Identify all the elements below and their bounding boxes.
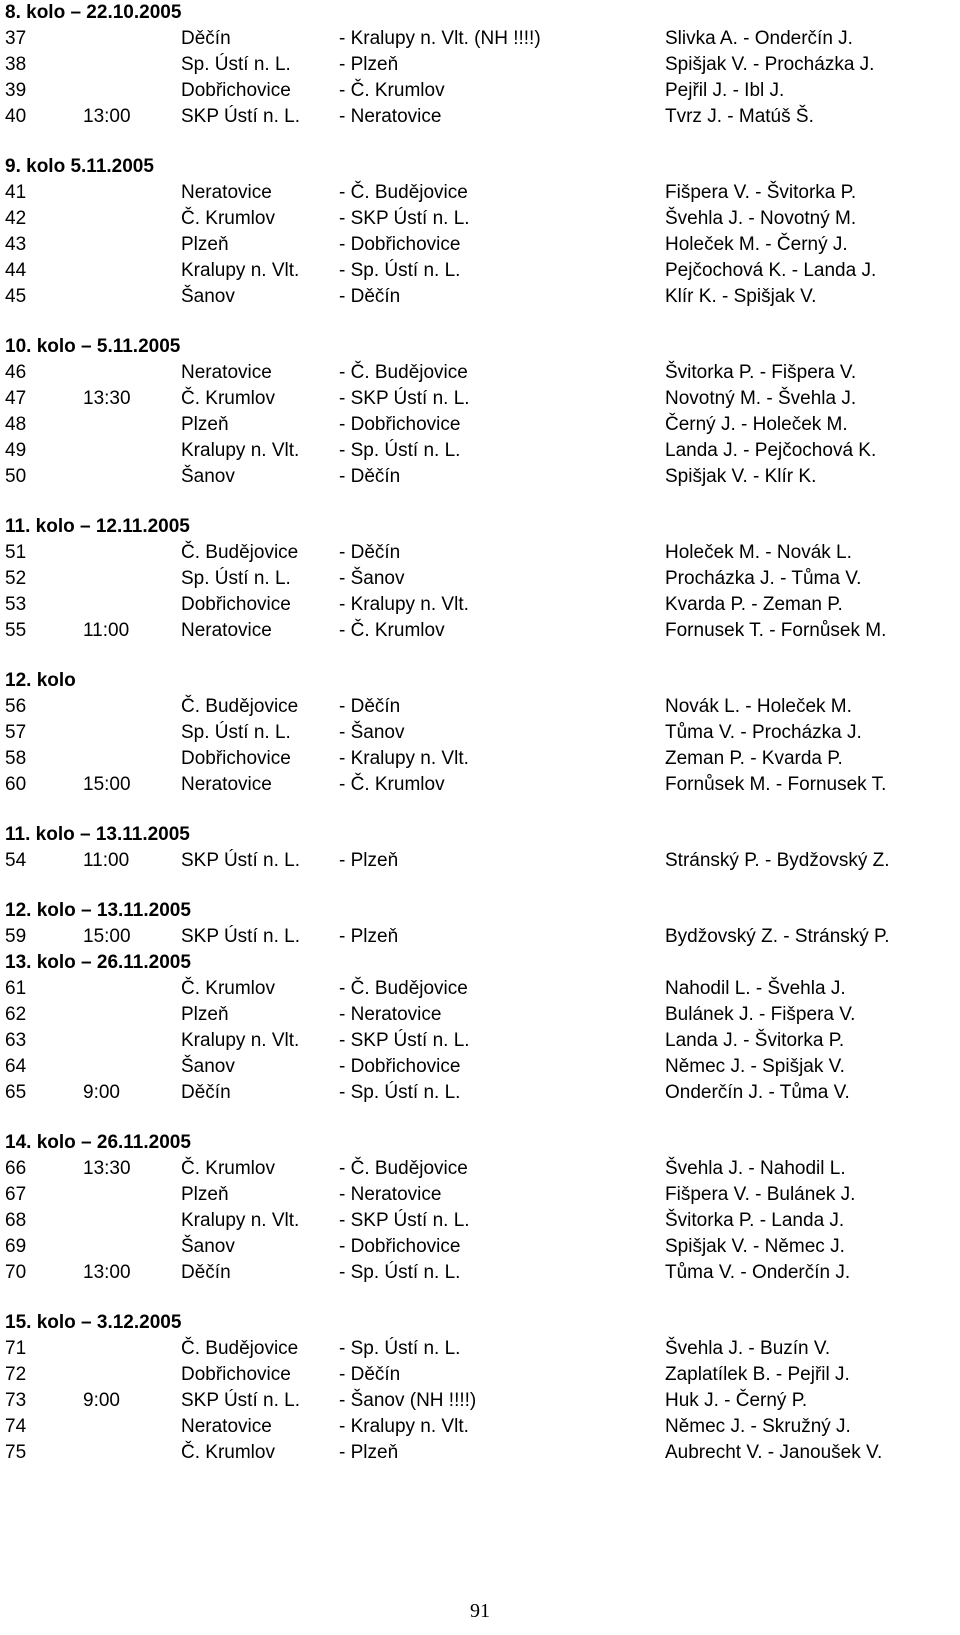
away-team: - Kralupy n. Vlt.	[339, 1416, 469, 1437]
away-team: - Sp. Ústí n. L.	[339, 1262, 461, 1283]
away-team: - Č. Budějovice	[339, 362, 468, 383]
round-section	[5, 898, 955, 950]
section-spacer	[5, 130, 955, 154]
match-row	[5, 78, 955, 104]
match-time: 11:00	[83, 850, 130, 871]
round-heading: 10. kolo – 5.11.2005	[5, 336, 181, 357]
referees: Švehla J. - Nahodil L.	[665, 1158, 846, 1179]
match-number: 71	[5, 1338, 27, 1359]
match-number: 67	[5, 1184, 27, 1205]
away-team: - SKP Ústí n. L.	[339, 208, 470, 229]
home-team: Děčín	[181, 1082, 231, 1103]
referees: Švehla J. - Buzín V.	[665, 1338, 831, 1359]
home-team: Č. Krumlov	[181, 388, 275, 409]
referees: Černý J. - Holeček M.	[665, 414, 848, 435]
referees: Fornůsek M. - Fornusek T.	[665, 774, 887, 795]
match-row	[5, 438, 955, 464]
match-number: 72	[5, 1364, 27, 1385]
referees: Tvrz J. - Matúš Š.	[665, 106, 814, 127]
home-team: Sp. Ústí n. L.	[181, 568, 291, 589]
match-number: 59	[5, 926, 27, 947]
referees: Fišpera V. - Švitorka P.	[665, 182, 857, 203]
round-section	[5, 1310, 955, 1466]
round-heading: 9. kolo 5.11.2005	[5, 156, 154, 177]
home-team: Neratovice	[181, 182, 272, 203]
referees: Procházka J. - Tůma V.	[665, 568, 862, 589]
match-number: 70	[5, 1262, 27, 1283]
match-row	[5, 284, 955, 310]
match-row	[5, 464, 955, 490]
referees: Fornusek T. - Fornůsek M.	[665, 620, 887, 641]
referees: Švitorka P. - Fišpera V.	[665, 362, 857, 383]
match-time: 9:00	[83, 1082, 120, 1103]
home-team: Kralupy n. Vlt.	[181, 1210, 300, 1231]
match-row	[5, 206, 955, 232]
match-number: 52	[5, 568, 27, 589]
match-number: 46	[5, 362, 27, 383]
home-team: Šanov	[181, 1236, 235, 1257]
referees: Holeček M. - Černý J.	[665, 234, 848, 255]
match-row	[5, 694, 955, 720]
match-row	[5, 258, 955, 284]
match-number: 66	[5, 1158, 27, 1179]
match-number: 53	[5, 594, 27, 615]
match-number: 74	[5, 1416, 27, 1437]
referees: Onderčín J. - Tůma V.	[665, 1082, 850, 1103]
section-spacer	[5, 1106, 955, 1130]
match-number: 49	[5, 440, 27, 461]
match-number: 60	[5, 774, 27, 795]
home-team: SKP Ústí n. L.	[181, 926, 300, 947]
match-number: 39	[5, 80, 27, 101]
match-row	[5, 1208, 955, 1234]
referees: Švehla J. - Novotný M.	[665, 208, 857, 229]
match-row	[5, 386, 955, 412]
referees: Novotný M. - Švehla J.	[665, 388, 857, 409]
away-team: - Sp. Ústí n. L.	[339, 440, 461, 461]
home-team: Plzeň	[181, 414, 229, 435]
match-time: 13:00	[83, 1262, 131, 1283]
home-team: Neratovice	[181, 620, 272, 641]
match-number: 73	[5, 1390, 27, 1411]
home-team: Dobřichovice	[181, 594, 291, 615]
referees: Landa J. - Pejčochová K.	[665, 440, 877, 461]
away-team: - Č. Krumlov	[339, 620, 445, 641]
section-spacer	[5, 310, 955, 334]
match-row	[5, 618, 955, 644]
referees: Slivka A. - Onderčín J.	[665, 28, 853, 49]
away-team: - Č. Budějovice	[339, 978, 468, 999]
match-time: 9:00	[83, 1390, 120, 1411]
home-team: Dobřichovice	[181, 1364, 291, 1385]
match-number: 44	[5, 260, 27, 281]
away-team: - Děčín	[339, 286, 401, 307]
referees: Aubrecht V. - Janoušek V.	[665, 1442, 883, 1463]
round-heading: 14. kolo – 26.11.2005	[5, 1132, 191, 1153]
home-team: Neratovice	[181, 362, 272, 383]
away-team: - Sp. Ústí n. L.	[339, 1338, 461, 1359]
referees: Spišjak V. - Klír K.	[665, 466, 817, 487]
referees: Pejčochová K. - Landa J.	[665, 260, 877, 281]
page-number: 91	[470, 1600, 490, 1622]
match-number: 50	[5, 466, 27, 487]
home-team: Kralupy n. Vlt.	[181, 260, 300, 281]
away-team: - Dobřichovice	[339, 1236, 461, 1257]
home-team: Kralupy n. Vlt.	[181, 1030, 300, 1051]
away-team: - SKP Ústí n. L.	[339, 388, 470, 409]
match-number: 62	[5, 1004, 27, 1025]
match-number: 51	[5, 542, 27, 563]
match-row	[5, 540, 955, 566]
match-number: 37	[5, 28, 27, 49]
away-team: - Šanov (NH !!!!)	[339, 1390, 477, 1411]
match-time: 15:00	[83, 774, 131, 795]
away-team: - Plzeň	[339, 1442, 399, 1463]
schedule-document	[5, 0, 955, 1466]
match-row	[5, 1414, 955, 1440]
home-team: Šanov	[181, 286, 235, 307]
match-row	[5, 848, 955, 874]
home-team: Č. Budějovice	[181, 542, 299, 563]
referees: Nahodil L. - Švehla J.	[665, 978, 846, 999]
home-team: Č. Krumlov	[181, 978, 275, 999]
referees: Bydžovský Z. - Stránský P.	[665, 926, 890, 947]
home-team: Č. Budějovice	[181, 696, 299, 717]
round-section	[5, 822, 955, 874]
match-number: 42	[5, 208, 27, 229]
home-team: Č. Krumlov	[181, 208, 275, 229]
home-team: Č. Krumlov	[181, 1442, 275, 1463]
match-row	[5, 104, 955, 130]
match-number: 48	[5, 414, 27, 435]
match-row	[5, 1028, 955, 1054]
away-team: - Neratovice	[339, 1184, 442, 1205]
match-number: 40	[5, 106, 27, 127]
match-row	[5, 360, 955, 386]
round-heading: 11. kolo – 12.11.2005	[5, 516, 190, 537]
home-team: Č. Krumlov	[181, 1158, 275, 1179]
round-section	[5, 0, 955, 130]
referees: Stránský P. - Bydžovský Z.	[665, 850, 890, 871]
home-team: Plzeň	[181, 234, 229, 255]
match-row	[5, 1388, 955, 1414]
match-row	[5, 924, 955, 950]
home-team: SKP Ústí n. L.	[181, 1390, 300, 1411]
match-number: 75	[5, 1442, 27, 1463]
round-heading: 8. kolo – 22.10.2005	[5, 2, 182, 23]
match-row	[5, 1336, 955, 1362]
match-row	[5, 1002, 955, 1028]
match-number: 47	[5, 388, 27, 409]
section-spacer	[5, 1286, 955, 1310]
match-row	[5, 232, 955, 258]
match-row	[5, 1362, 955, 1388]
away-team: - Č. Krumlov	[339, 80, 445, 101]
match-time: 13:30	[83, 388, 131, 409]
round-section	[5, 668, 955, 798]
match-row	[5, 1440, 955, 1466]
home-team: Plzeň	[181, 1184, 229, 1205]
home-team: Děčín	[181, 1262, 231, 1283]
section-spacer	[5, 644, 955, 668]
match-time: 13:30	[83, 1158, 131, 1179]
referees: Němec J. - Spišjak V.	[665, 1056, 845, 1077]
match-row	[5, 720, 955, 746]
match-row	[5, 412, 955, 438]
home-team: Neratovice	[181, 1416, 272, 1437]
referees: Kvarda P. - Zeman P.	[665, 594, 843, 615]
away-team: - Kralupy n. Vlt. (NH !!!!)	[339, 28, 541, 49]
referees: Tůma V. - Procházka J.	[665, 722, 862, 743]
match-time: 13:00	[83, 106, 131, 127]
away-team: - Plzeň	[339, 926, 399, 947]
home-team: Sp. Ústí n. L.	[181, 54, 291, 75]
referees: Huk J. - Černý P.	[665, 1390, 808, 1411]
home-team: SKP Ústí n. L.	[181, 106, 300, 127]
home-team: Neratovice	[181, 774, 272, 795]
match-number: 56	[5, 696, 27, 717]
away-team: - Č. Budějovice	[339, 182, 468, 203]
match-number: 61	[5, 978, 27, 999]
referees: Zeman P. - Kvarda P.	[665, 748, 843, 769]
referees: Tůma V. - Onderčín J.	[665, 1262, 851, 1283]
away-team: - Dobřichovice	[339, 234, 461, 255]
match-number: 69	[5, 1236, 27, 1257]
away-team: - Neratovice	[339, 106, 442, 127]
home-team: Šanov	[181, 1056, 235, 1077]
referees: Landa J. - Švitorka P.	[665, 1030, 845, 1051]
section-spacer	[5, 490, 955, 514]
home-team: Šanov	[181, 466, 235, 487]
referees: Bulánek J. - Fišpera V.	[665, 1004, 856, 1025]
away-team: - Děčín	[339, 696, 401, 717]
match-row	[5, 746, 955, 772]
match-row	[5, 1156, 955, 1182]
home-team: Č. Budějovice	[181, 1338, 299, 1359]
away-team: - Kralupy n. Vlt.	[339, 748, 469, 769]
away-team: - Plzeň	[339, 54, 399, 75]
match-number: 63	[5, 1030, 27, 1051]
home-team: Dobřichovice	[181, 80, 291, 101]
match-number: 64	[5, 1056, 27, 1077]
round-heading: 11. kolo – 13.11.2005	[5, 824, 190, 845]
section-spacer	[5, 874, 955, 898]
round-section	[5, 1130, 955, 1286]
away-team: - Plzeň	[339, 850, 399, 871]
match-row	[5, 566, 955, 592]
round-section	[5, 950, 955, 1106]
round-heading: 15. kolo – 3.12.2005	[5, 1312, 182, 1333]
away-team: - Dobřichovice	[339, 414, 461, 435]
home-team: SKP Ústí n. L.	[181, 850, 300, 871]
section-spacer	[5, 798, 955, 822]
referees: Holeček M. - Novák L.	[665, 542, 852, 563]
round-section	[5, 514, 955, 644]
match-number: 55	[5, 620, 27, 641]
match-row	[5, 1054, 955, 1080]
match-row	[5, 1080, 955, 1106]
home-team: Sp. Ústí n. L.	[181, 722, 291, 743]
referees: Fišpera V. - Bulánek J.	[665, 1184, 856, 1205]
match-number: 65	[5, 1082, 27, 1103]
match-row	[5, 1260, 955, 1286]
round-section	[5, 334, 955, 490]
round-section	[5, 154, 955, 310]
away-team: - SKP Ústí n. L.	[339, 1030, 470, 1051]
away-team: - Sp. Ústí n. L.	[339, 260, 461, 281]
match-row	[5, 772, 955, 798]
away-team: - Kralupy n. Vlt.	[339, 594, 469, 615]
referees: Novák L. - Holeček M.	[665, 696, 852, 717]
home-team: Dobřichovice	[181, 748, 291, 769]
round-heading: 12. kolo – 13.11.2005	[5, 900, 191, 921]
away-team: - Dobřichovice	[339, 1056, 461, 1077]
match-number: 41	[5, 182, 27, 203]
match-number: 68	[5, 1210, 27, 1231]
away-team: - SKP Ústí n. L.	[339, 1210, 470, 1231]
away-team: - Neratovice	[339, 1004, 442, 1025]
referees: Pejřil J. - Ibl J.	[665, 80, 785, 101]
match-row	[5, 52, 955, 78]
referees: Zaplatílek B. - Pejřil J.	[665, 1364, 850, 1385]
away-team: - Děčín	[339, 1364, 401, 1385]
referees: Němec J. - Skružný J.	[665, 1416, 851, 1437]
match-time: 11:00	[83, 620, 130, 641]
match-number: 54	[5, 850, 27, 871]
match-number: 57	[5, 722, 27, 743]
home-team: Děčín	[181, 28, 231, 49]
away-team: - Děčín	[339, 466, 401, 487]
match-number: 43	[5, 234, 27, 255]
match-row	[5, 592, 955, 618]
match-number: 45	[5, 286, 27, 307]
away-team: - Č. Krumlov	[339, 774, 445, 795]
match-row	[5, 976, 955, 1002]
referees: Švitorka P. - Landa J.	[665, 1210, 845, 1231]
away-team: - Šanov	[339, 568, 405, 589]
referees: Klír K. - Spišjak V.	[665, 286, 817, 307]
match-time: 15:00	[83, 926, 131, 947]
away-team: - Děčín	[339, 542, 401, 563]
away-team: - Č. Budějovice	[339, 1158, 468, 1179]
match-number: 38	[5, 54, 27, 75]
round-heading: 13. kolo – 26.11.2005	[5, 952, 191, 973]
match-row	[5, 1234, 955, 1260]
home-team: Plzeň	[181, 1004, 229, 1025]
round-heading: 12. kolo	[5, 670, 76, 691]
match-row	[5, 1182, 955, 1208]
referees: Spišjak V. - Němec J.	[665, 1236, 845, 1257]
match-number: 58	[5, 748, 27, 769]
away-team: - Sp. Ústí n. L.	[339, 1082, 461, 1103]
match-row	[5, 26, 955, 52]
away-team: - Šanov	[339, 722, 405, 743]
match-row	[5, 180, 955, 206]
home-team: Kralupy n. Vlt.	[181, 440, 300, 461]
referees: Spišjak V. - Procházka J.	[665, 54, 875, 75]
